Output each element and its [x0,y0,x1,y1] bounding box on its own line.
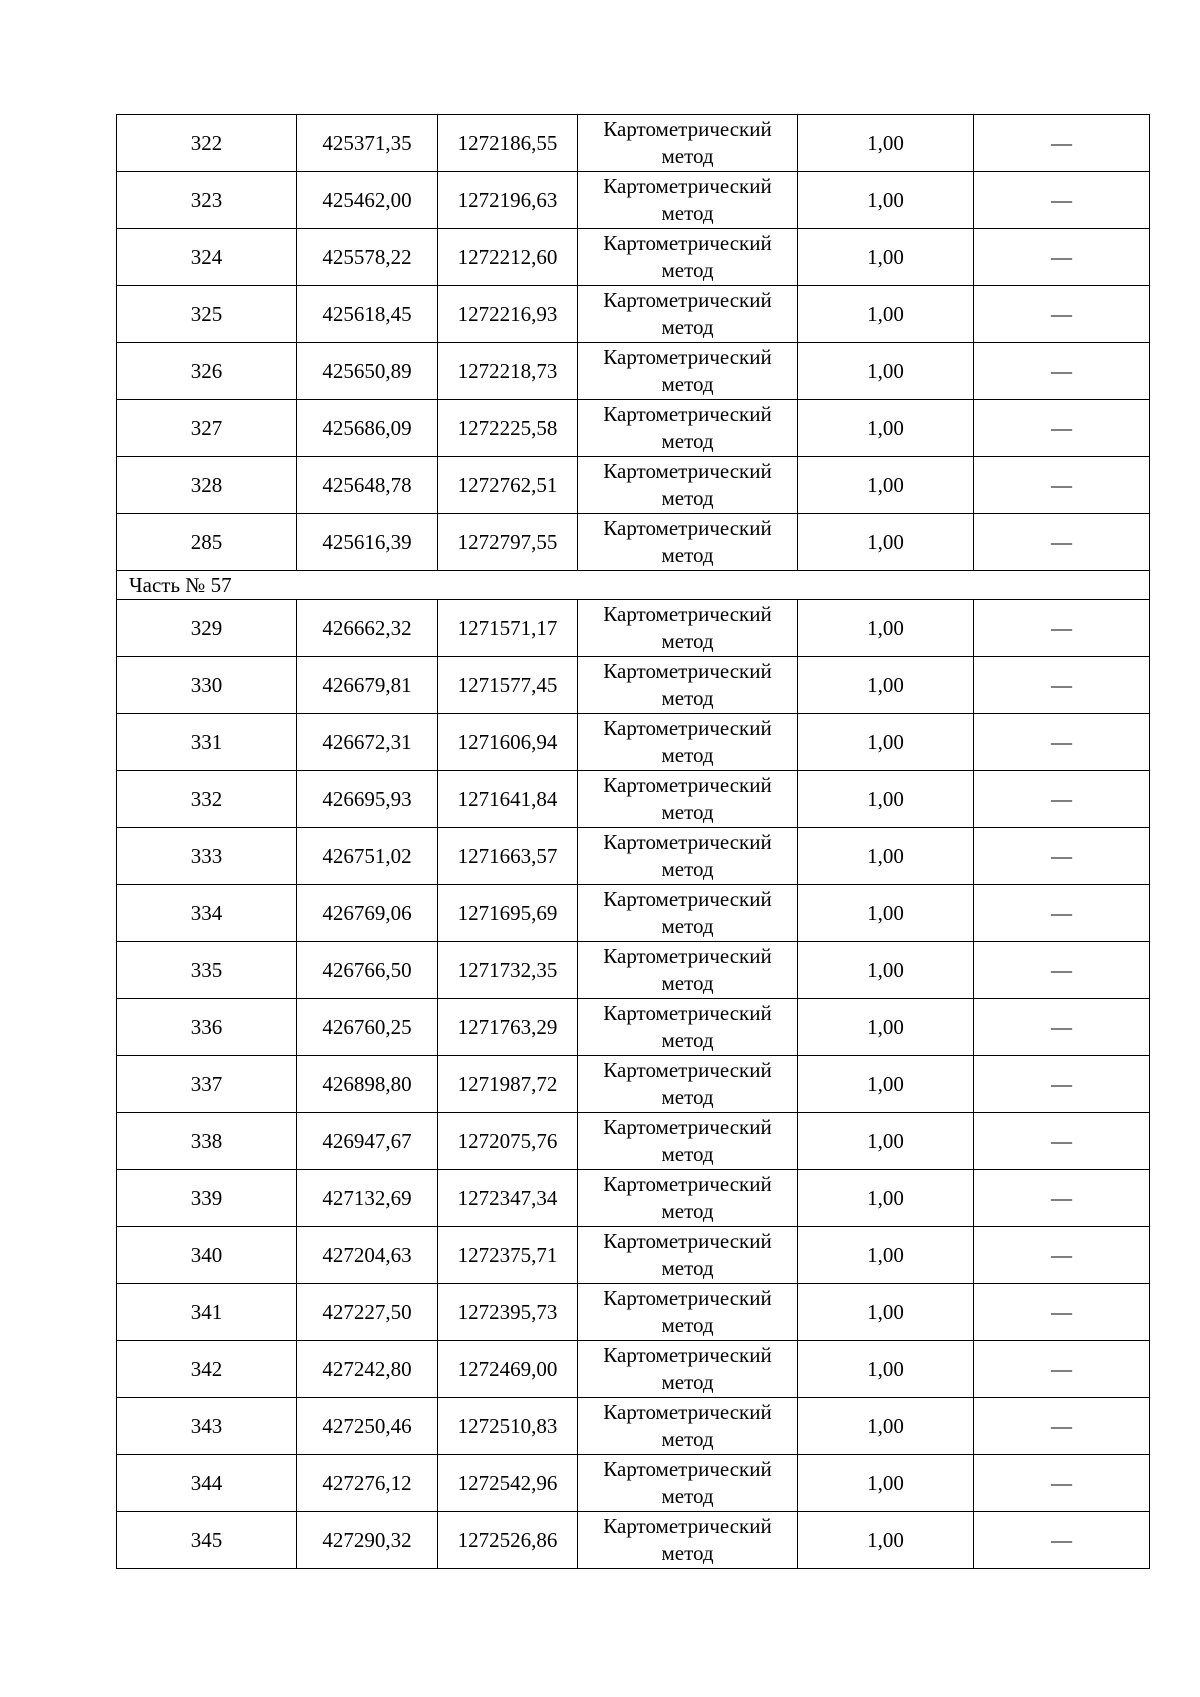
method-line-2: метод [661,1541,714,1565]
method-cell [578,600,798,657]
y-coordinate-cell: 1272375,71 [438,1227,578,1284]
method-line-1: Картометрический [603,1400,772,1424]
method-line-2: метод [661,1313,714,1337]
method-line-1: Картометрический [603,1229,772,1253]
x-coordinate-cell: 426947,67 [297,1113,438,1170]
method-cell [578,229,798,286]
point-number-cell: 336 [117,999,297,1056]
point-number-cell: 334 [117,885,297,942]
y-coordinate-cell: 1272212,60 [438,229,578,286]
y-coordinate-cell: 1272395,73 [438,1284,578,1341]
method-line-2: метод [661,1085,714,1109]
method-cell [578,1227,798,1284]
y-coordinate-cell: 1271606,94 [438,714,578,771]
method-line-2: метод [661,743,714,767]
method-line-1: Картометрический [603,602,772,626]
accuracy-cell: 1,00 [798,514,974,571]
accuracy-cell: 1,00 [798,1455,974,1512]
x-coordinate-cell: 427132,69 [297,1170,438,1227]
table-row [117,343,1150,400]
table-row [117,942,1150,999]
x-coordinate-cell: 425618,45 [297,286,438,343]
method-line-1: Картометрический [603,1286,772,1310]
x-coordinate-cell: 427227,50 [297,1284,438,1341]
point-number-cell: 332 [117,771,297,828]
table-row [117,1284,1150,1341]
method-line-2: метод [661,1028,714,1052]
accuracy-cell: 1,00 [798,1113,974,1170]
table-row [117,172,1150,229]
method-cell [578,514,798,571]
point-number-cell: 345 [117,1512,297,1569]
description-cell: — [974,885,1150,942]
method-cell [578,828,798,885]
y-coordinate-cell: 1272510,83 [438,1398,578,1455]
method-line-2: метод [661,800,714,824]
accuracy-cell: 1,00 [798,942,974,999]
method-line-2: метод [661,486,714,510]
accuracy-cell: 1,00 [798,172,974,229]
table-row [117,771,1150,828]
method-line-2: метод [661,144,714,168]
method-line-2: метод [661,258,714,282]
method-line-2: метод [661,1256,714,1280]
table-row [117,1056,1150,1113]
method-line-1: Картометрический [603,231,772,255]
description-cell: — [974,999,1150,1056]
coordinates-table-body [117,115,1150,1569]
y-coordinate-cell: 1272469,00 [438,1341,578,1398]
method-line-1: Картометрический [603,830,772,854]
method-line-2: метод [661,1484,714,1508]
x-coordinate-cell: 426769,06 [297,885,438,942]
method-line-1: Картометрический [603,1058,772,1082]
method-line-1: Картометрический [603,516,772,540]
table-row [117,457,1150,514]
accuracy-cell: 1,00 [798,771,974,828]
method-cell [578,286,798,343]
x-coordinate-cell: 426898,80 [297,1056,438,1113]
y-coordinate-cell: 1271695,69 [438,885,578,942]
accuracy-cell: 1,00 [798,229,974,286]
method-cell [578,1170,798,1227]
description-cell: — [974,714,1150,771]
description-cell: — [974,1113,1150,1170]
y-coordinate-cell: 1271577,45 [438,657,578,714]
table-row [117,1512,1150,1569]
accuracy-cell: 1,00 [798,1170,974,1227]
method-cell [578,1284,798,1341]
y-coordinate-cell: 1272218,73 [438,343,578,400]
point-number-cell: 333 [117,828,297,885]
method-line-2: метод [661,971,714,995]
y-coordinate-cell: 1271987,72 [438,1056,578,1113]
table-row [117,115,1150,172]
method-line-1: Картометрический [603,1115,772,1139]
method-line-1: Картометрический [603,1457,772,1481]
method-line-1: Картометрический [603,1343,772,1367]
method-line-1: Картометрический [603,1172,772,1196]
accuracy-cell: 1,00 [798,343,974,400]
point-number-cell: 323 [117,172,297,229]
method-line-2: метод [661,857,714,881]
description-cell: — [974,286,1150,343]
description-cell: — [974,1227,1150,1284]
part-label: Часть № 57 [117,571,1150,600]
table-row [117,1113,1150,1170]
x-coordinate-cell: 425462,00 [297,172,438,229]
point-number-cell: 328 [117,457,297,514]
point-number-cell: 342 [117,1341,297,1398]
x-coordinate-cell: 426695,93 [297,771,438,828]
x-coordinate-cell: 426751,02 [297,828,438,885]
accuracy-cell: 1,00 [798,1284,974,1341]
x-coordinate-cell: 426662,32 [297,600,438,657]
method-line-2: метод [661,372,714,396]
description-cell: — [974,1398,1150,1455]
table-row [117,714,1150,771]
point-number-cell: 343 [117,1398,297,1455]
table-row [117,657,1150,714]
y-coordinate-cell: 1272186,55 [438,115,578,172]
method-line-1: Картометрический [603,1514,772,1538]
method-line-2: метод [661,1142,714,1166]
method-line-1: Картометрический [603,117,772,141]
method-cell [578,172,798,229]
method-line-2: метод [661,629,714,653]
method-cell [578,343,798,400]
description-cell: — [974,771,1150,828]
method-line-1: Картометрический [603,345,772,369]
accuracy-cell: 1,00 [798,400,974,457]
method-cell [578,1341,798,1398]
method-line-2: метод [661,543,714,567]
method-cell [578,999,798,1056]
method-line-1: Картометрический [603,174,772,198]
accuracy-cell: 1,00 [798,1056,974,1113]
point-number-cell: 341 [117,1284,297,1341]
x-coordinate-cell: 426672,31 [297,714,438,771]
method-line-1: Картометрический [603,773,772,797]
method-cell [578,1113,798,1170]
description-cell: — [974,172,1150,229]
table-row [117,400,1150,457]
x-coordinate-cell: 425578,22 [297,229,438,286]
table-row [117,1227,1150,1284]
y-coordinate-cell: 1271732,35 [438,942,578,999]
accuracy-cell: 1,00 [798,286,974,343]
method-cell [578,771,798,828]
x-coordinate-cell: 427276,12 [297,1455,438,1512]
description-cell: — [974,828,1150,885]
description-cell: — [974,343,1150,400]
table-row [117,286,1150,343]
x-coordinate-cell: 427290,32 [297,1512,438,1569]
point-number-cell: 339 [117,1170,297,1227]
point-number-cell: 325 [117,286,297,343]
point-number-cell: 331 [117,714,297,771]
method-cell [578,714,798,771]
x-coordinate-cell: 425371,35 [297,115,438,172]
x-coordinate-cell: 426760,25 [297,999,438,1056]
table-row [117,1398,1150,1455]
point-number-cell: 322 [117,115,297,172]
method-line-1: Картометрический [603,716,772,740]
point-number-cell: 324 [117,229,297,286]
point-number-cell: 327 [117,400,297,457]
description-cell: — [974,1512,1150,1569]
y-coordinate-cell: 1272216,93 [438,286,578,343]
description-cell: — [974,514,1150,571]
method-cell [578,1056,798,1113]
table-row [117,999,1150,1056]
method-cell [578,457,798,514]
accuracy-cell: 1,00 [798,457,974,514]
method-cell [578,1512,798,1569]
method-line-1: Картометрический [603,887,772,911]
x-coordinate-cell: 426679,81 [297,657,438,714]
method-line-2: метод [661,201,714,225]
description-cell: — [974,115,1150,172]
point-number-cell: 344 [117,1455,297,1512]
x-coordinate-cell: 427242,80 [297,1341,438,1398]
method-line-1: Картометрический [603,459,772,483]
accuracy-cell: 1,00 [798,1512,974,1569]
table-row [117,229,1150,286]
point-number-cell: 326 [117,343,297,400]
accuracy-cell: 1,00 [798,1341,974,1398]
y-coordinate-cell: 1272542,96 [438,1455,578,1512]
y-coordinate-cell: 1271641,84 [438,771,578,828]
table-row [117,514,1150,571]
y-coordinate-cell: 1271571,17 [438,600,578,657]
point-number-cell: 335 [117,942,297,999]
table-row [117,1170,1150,1227]
method-line-1: Картометрический [603,1001,772,1025]
y-coordinate-cell: 1272347,34 [438,1170,578,1227]
y-coordinate-cell: 1272075,76 [438,1113,578,1170]
x-coordinate-cell: 427204,63 [297,1227,438,1284]
point-number-cell: 330 [117,657,297,714]
accuracy-cell: 1,00 [798,657,974,714]
y-coordinate-cell: 1271663,57 [438,828,578,885]
method-cell [578,115,798,172]
x-coordinate-cell: 425616,39 [297,514,438,571]
description-cell: — [974,400,1150,457]
table-row [117,1341,1150,1398]
point-number-cell: 285 [117,514,297,571]
y-coordinate-cell: 1272526,86 [438,1512,578,1569]
point-number-cell: 338 [117,1113,297,1170]
x-coordinate-cell: 426766,50 [297,942,438,999]
description-cell: — [974,1341,1150,1398]
description-cell: — [974,457,1150,514]
method-cell [578,942,798,999]
accuracy-cell: 1,00 [798,1227,974,1284]
table-row [117,885,1150,942]
method-line-2: метод [661,315,714,339]
description-cell: — [974,229,1150,286]
method-line-2: метод [661,914,714,938]
coordinates-table [116,114,1150,1569]
accuracy-cell: 1,00 [798,600,974,657]
accuracy-cell: 1,00 [798,828,974,885]
method-cell [578,1455,798,1512]
method-line-1: Картометрический [603,288,772,312]
method-cell [578,885,798,942]
y-coordinate-cell: 1272762,51 [438,457,578,514]
description-cell: — [974,600,1150,657]
method-cell [578,1398,798,1455]
point-number-cell: 340 [117,1227,297,1284]
accuracy-cell: 1,00 [798,1398,974,1455]
description-cell: — [974,657,1150,714]
x-coordinate-cell: 425686,09 [297,400,438,457]
description-cell: — [974,1455,1150,1512]
y-coordinate-cell: 1272797,55 [438,514,578,571]
y-coordinate-cell: 1272196,63 [438,172,578,229]
point-number-cell: 329 [117,600,297,657]
accuracy-cell: 1,00 [798,714,974,771]
description-cell: — [974,1170,1150,1227]
method-line-2: метод [661,429,714,453]
description-cell: — [974,1056,1150,1113]
method-line-2: метод [661,1199,714,1223]
accuracy-cell: 1,00 [798,115,974,172]
part-header-row [117,571,1150,600]
x-coordinate-cell: 425650,89 [297,343,438,400]
method-line-2: метод [661,686,714,710]
x-coordinate-cell: 425648,78 [297,457,438,514]
x-coordinate-cell: 427250,46 [297,1398,438,1455]
accuracy-cell: 1,00 [798,999,974,1056]
method-cell [578,657,798,714]
method-line-2: метод [661,1370,714,1394]
method-line-1: Картометрический [603,944,772,968]
table-row [117,828,1150,885]
accuracy-cell: 1,00 [798,885,974,942]
y-coordinate-cell: 1271763,29 [438,999,578,1056]
method-line-1: Картометрический [603,659,772,683]
y-coordinate-cell: 1272225,58 [438,400,578,457]
description-cell: — [974,1284,1150,1341]
point-number-cell: 337 [117,1056,297,1113]
method-line-2: метод [661,1427,714,1451]
table-row [117,1455,1150,1512]
method-line-1: Картометрический [603,402,772,426]
table-row [117,600,1150,657]
description-cell: — [974,942,1150,999]
method-cell [578,400,798,457]
